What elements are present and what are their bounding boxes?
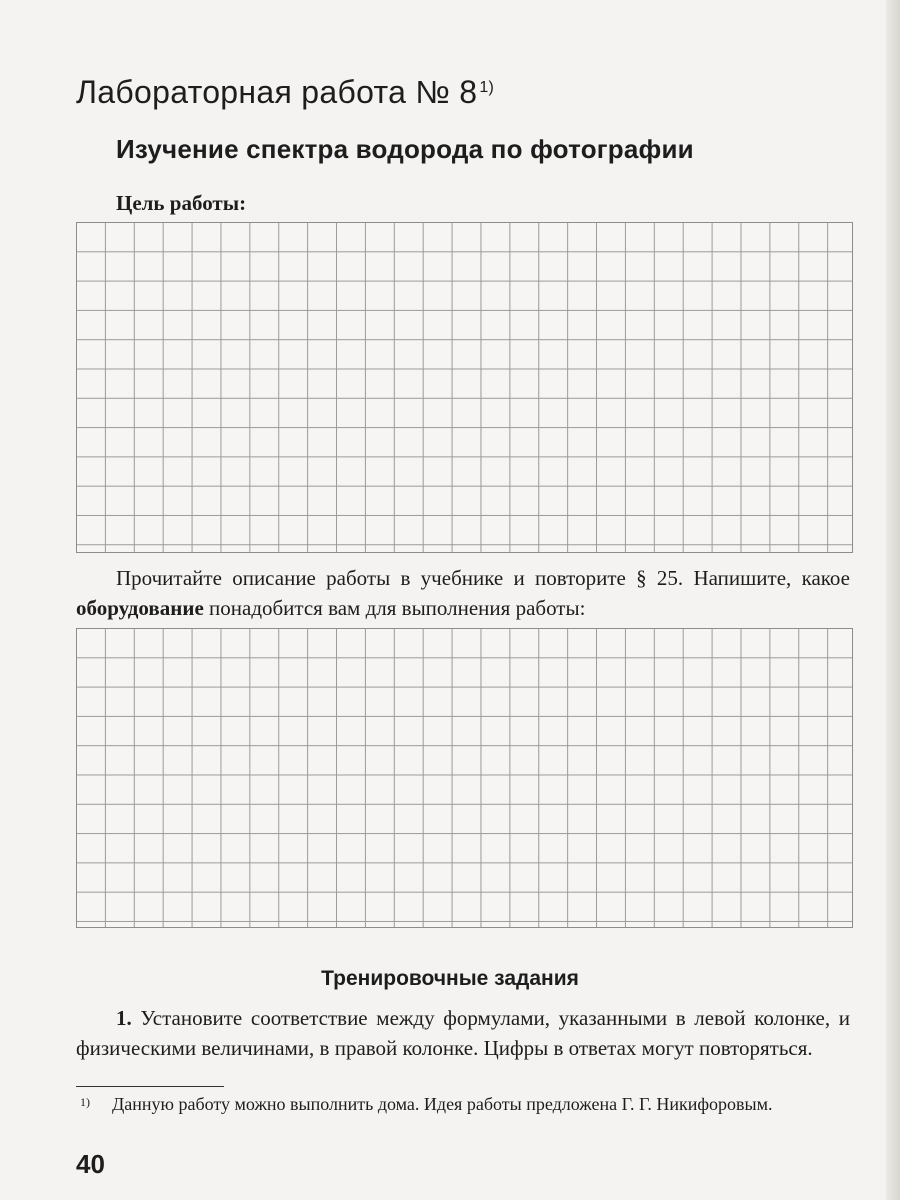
page-title (76, 72, 494, 112)
equipment-instruction (76, 563, 850, 623)
footnote (76, 1092, 850, 1116)
footnote-divider (76, 1086, 224, 1087)
equipment-answer-grid[interactable] (76, 628, 853, 928)
instruction-text-after: понадобится вам для выполнения работы: (203, 596, 586, 620)
instruction-bold-word: оборудование (76, 596, 204, 620)
task-text: Установите соответствие между формулами, указанными в левой колонке, и физическими величинами, в правой колонке. Цифры в ответах могут повторяться. (76, 1006, 851, 1060)
goal-label: Цель работы: (116, 191, 247, 215)
goal-answer-grid[interactable] (76, 222, 853, 553)
footnote-mark: 1) (80, 1095, 90, 1109)
task-number: 1. (116, 1006, 132, 1030)
training-heading: Тренировочные задания (321, 967, 579, 990)
page-number: 40 (76, 1149, 105, 1179)
task-1 (76, 1003, 850, 1063)
title-footnote-mark: 1) (479, 79, 495, 96)
footnote-text: Данную работу можно выполнить дома. Идея работы предложена Г. Г. Никифоровым. (112, 1094, 773, 1114)
page-title-text: Лабораторная работа № 8 (76, 74, 478, 110)
page-subtitle: Изучение спектра водорода по фотографии (116, 134, 694, 164)
page-edge (886, 0, 900, 1200)
instruction-text-before: Прочитайте описание работы в учебнике и повторите § 25. Напишите, какое (116, 566, 850, 590)
